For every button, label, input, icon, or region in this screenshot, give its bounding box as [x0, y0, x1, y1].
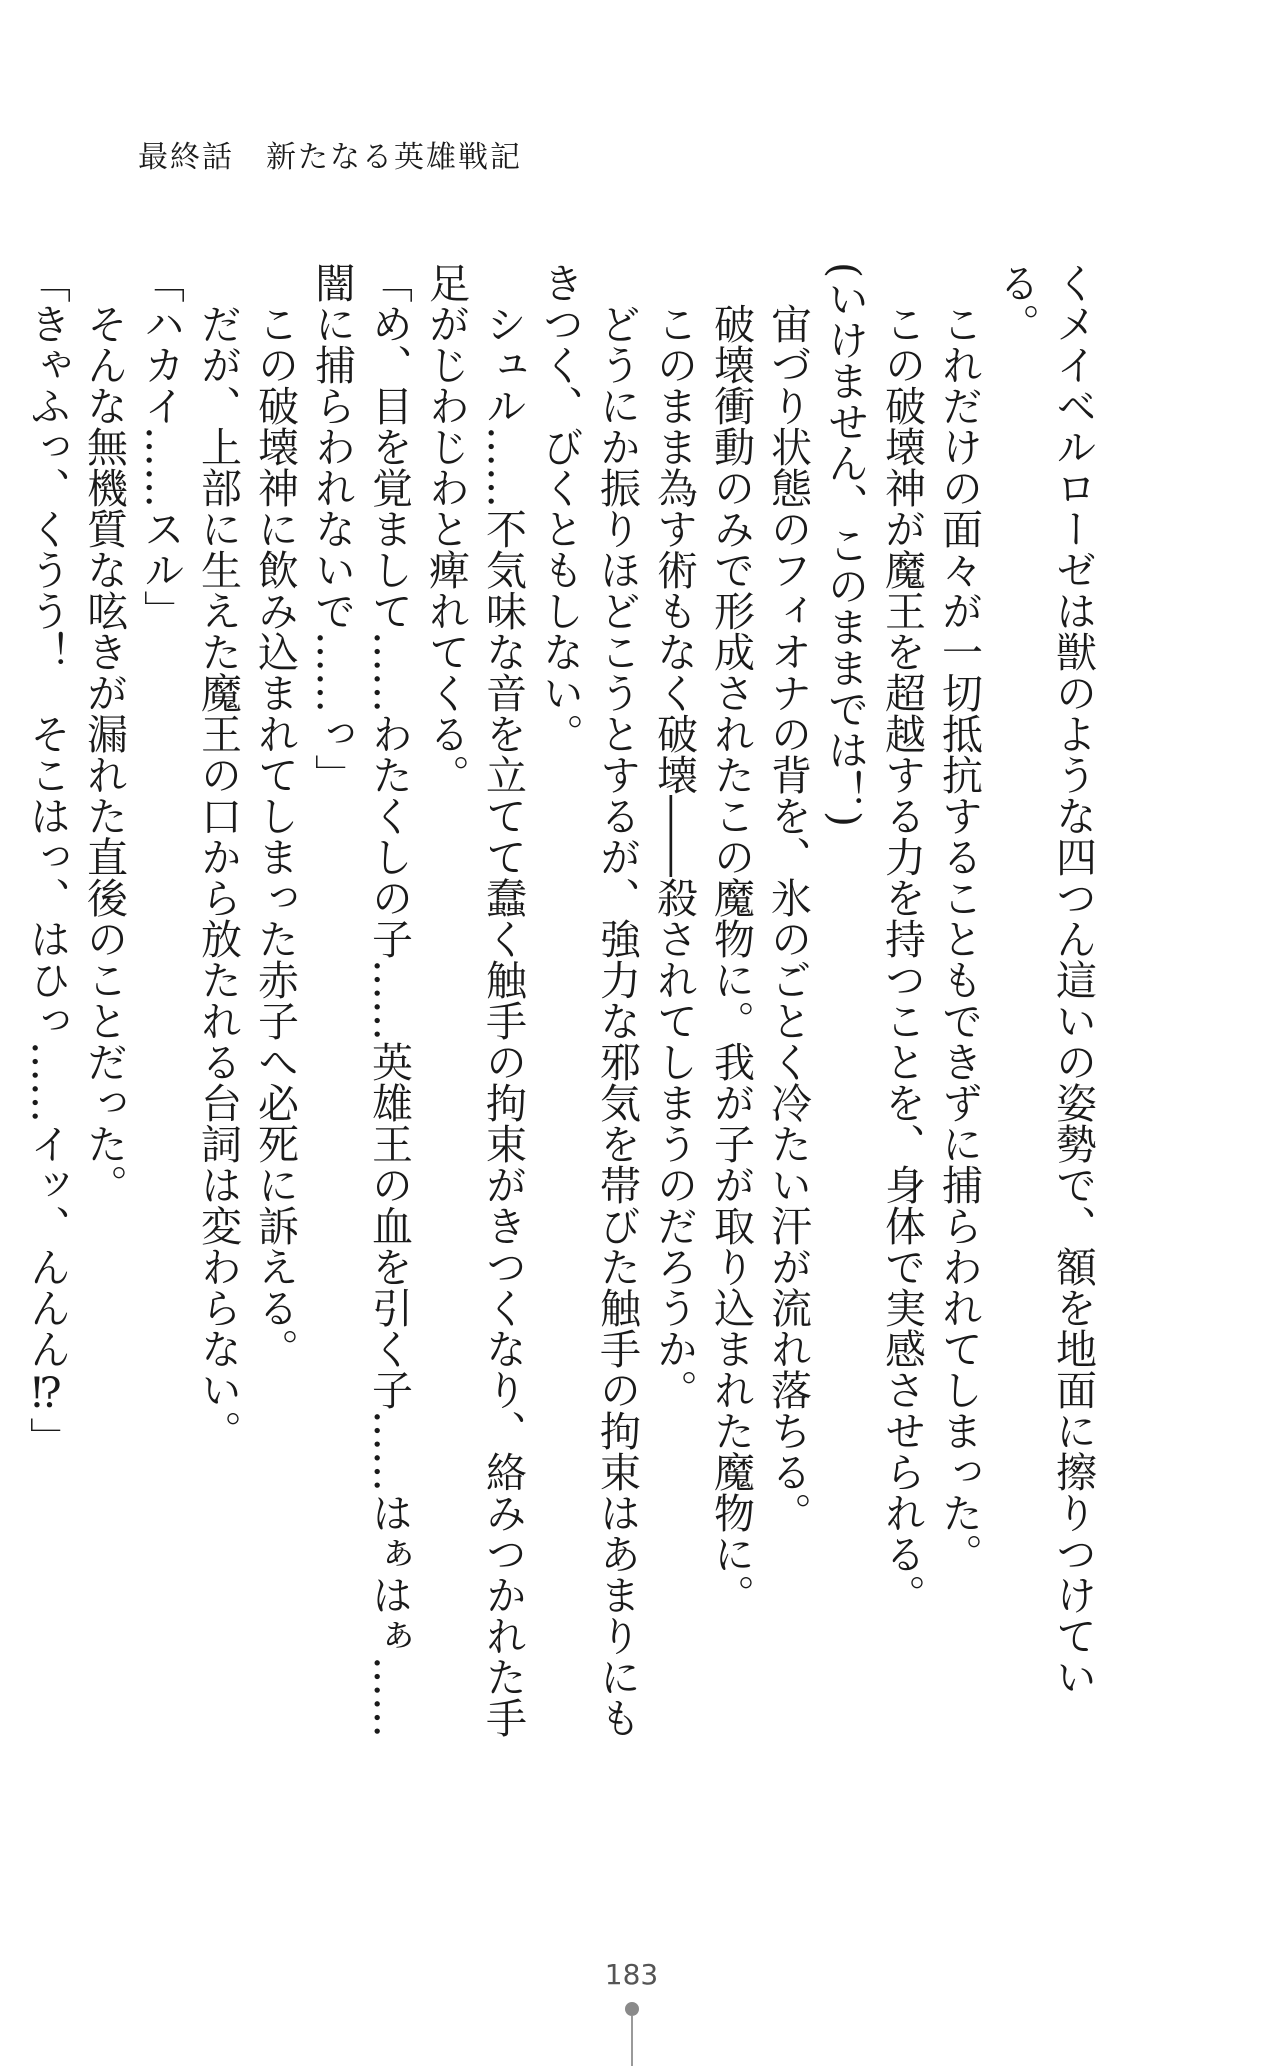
page-marker-line	[631, 2016, 633, 2066]
paragraph: この破壊神が魔王を超越する力を持つことを、身体で実感させられる。	[878, 303, 926, 1615]
paragraph: どうにか振りほどこうとするが、強力な邪気を帯びた触手の拘束はあまりにもきつく、びくともしない。	[536, 262, 641, 1738]
running-head: 最終話 新たなる英雄戦記	[138, 140, 522, 175]
paragraph: この破壊神に飲み込まれてしまった赤子へ必死に訴える。	[251, 303, 299, 1369]
paragraph: だが、上部に生えた魔王の口から放たれる台詞は変わらない。	[194, 303, 242, 1451]
paragraph: くメイベルローゼは獣のような四つん這いの姿勢で、額を地面に擦りつけている。	[992, 262, 1097, 1697]
paragraph: (いけません、このままでは！)	[821, 262, 869, 827]
body-text	[23, 262, 1101, 1742]
paragraph: 破壊衝動のみで形成されたこの魔物に。我が子が取り込まれた魔物に。	[707, 303, 755, 1615]
paragraph: そんな無機質な呟きが漏れた直後のことだった。	[80, 303, 128, 1205]
paragraph: 「め、目を覚まして……わたくしの子……英雄王の血を引く子……はぁはぁ……闇に捕らわれないで……っ」	[308, 262, 413, 1738]
paragraph: これだけの面々が一切抵抗することもできずに捕らわれてしまった。	[935, 303, 983, 1574]
paragraph: このまま為す術もなく破壊――殺されてしまうのだろうか。	[650, 303, 698, 1410]
paragraph: 宙づり状態のフィオナの背を、氷のごとく冷たい汗が流れ落ちる。	[764, 303, 812, 1533]
paragraph: シュル……不気味な音を立てて蠢く触手の拘束がきつくなり、絡みつかれた手足がじわじわと痺れてくる。	[422, 262, 527, 1738]
paragraph: 「ハカイ……スル」	[137, 262, 185, 631]
paragraph: 「きゃふっ、くうう！ そこはっ、はひっ……イッ、んんん⁉」	[23, 262, 71, 1458]
page-marker-dot	[625, 2002, 639, 2016]
page-number: 183	[604, 1958, 659, 1991]
